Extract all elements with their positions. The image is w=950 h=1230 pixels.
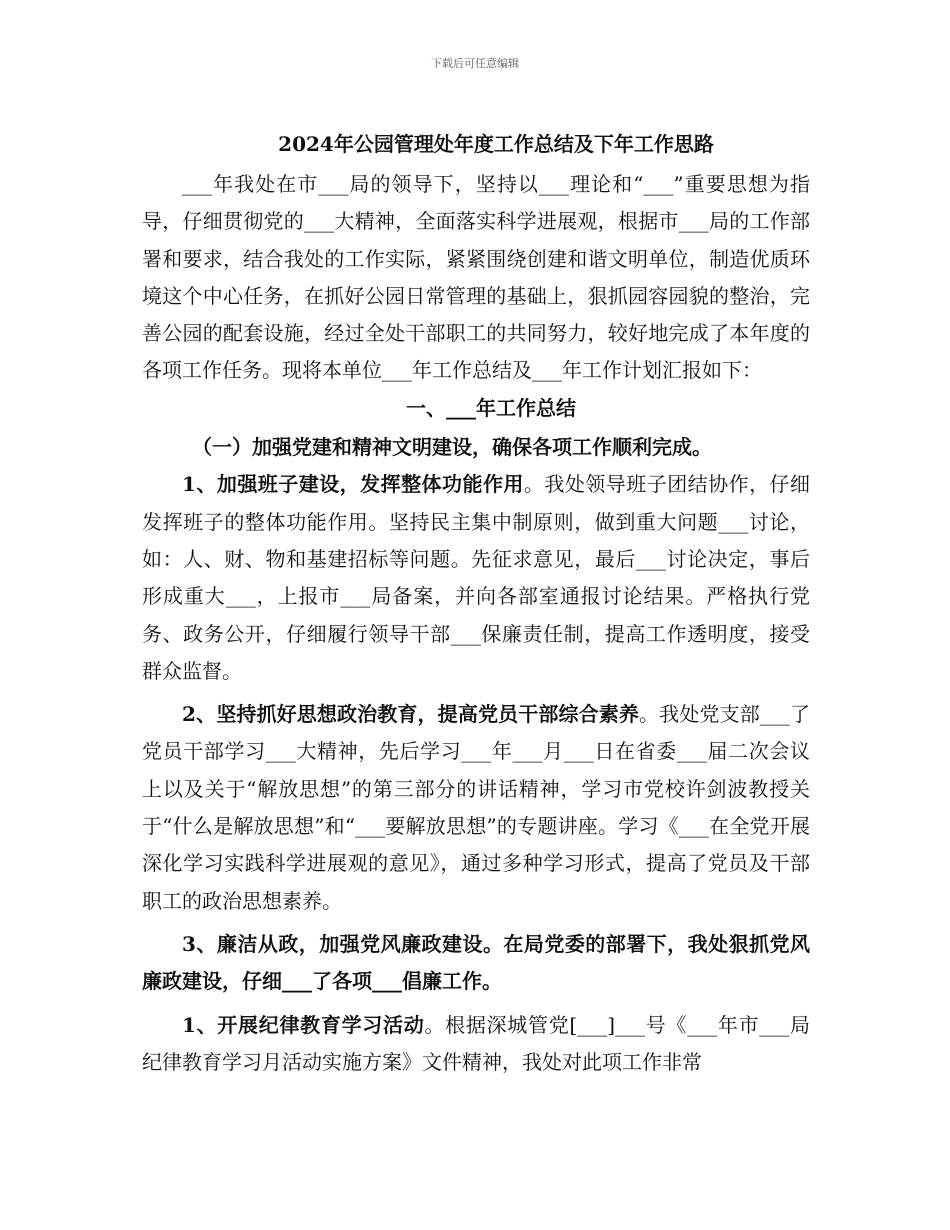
item-3-paragraph: 3、廉洁从政，加强党风廉政建设。在局党委的部署下，我处狠抓党风廉政建设，仔细___了各项___倡廉工作。 (142, 931, 810, 994)
document-title: 2024年公园管理处年度工作总结及下年工作思路 (278, 132, 714, 156)
item-3-1-paragraph (142, 1007, 810, 1082)
item-2-paragraph (142, 696, 810, 920)
header-note: 下载后可任意编辑 (431, 57, 519, 70)
section-heading: 一、___年工作总结 (406, 395, 576, 420)
item-2-lead: 2、坚持抓好思想政治教育，提高党员干部综合素养 (182, 702, 640, 727)
item-1-text: 。我处领导班子团结协作，仔细发挥班子的整体功能作用。坚持民主集中制原则，做到重大问题___讨论，如：人、财、物和基建招标等问题。先征求意见，最后___讨论决定，事后形成重大___，上报市___局备案，并向各部室通报讨论结果。严格执行党务、政务公开，仔细履行领导干部___保廉责任制，提高工作透明度，接受群众监督。 (142, 472, 811, 683)
item-1-lead: 1、加强班子建设，发挥整体功能作用 (182, 472, 524, 497)
document-page (142, 128, 810, 1081)
item-3-1-lead: 1、开展纪律教育学习活动 (182, 1012, 425, 1037)
item-2-text: 。我处党支部___了党员干部学习___大精神，先后学习___年___月___日在省委___届二次会议上以及关于“解放思想”的第三部分的讲话精神，学习市党校许剑波教授关于“什么是解放思想”和“___要解放思想”的专题讲座。学习《___在全党开展深化学习实践科学进展观的意见》，通过多种学习形式，提高了党员及干部职工的政治思想素养。 (142, 702, 810, 913)
subsection-heading: （一）加强党建和精神文明建设，确保各项工作顺利完成。 (192, 435, 712, 460)
item-1-paragraph (142, 466, 810, 690)
item-3-1-text: 。根据深城管党[___]___号《___年市___局纪律教育学习月活动实施方案》文件精神，我处对此项工作非常 (142, 1012, 811, 1074)
intro-paragraph: ___年我处在市___局的领导下，坚持以___理论和“___”重要思想为指导，仔细贯彻党的___大精神，全面落实科学进展观，根据市___局的工作部署和要求，结合我处的工作实际，紧紧围绕创建和谐文明单位，制造优质环境这个中心任务，在抓好公园日常管理的基础上，狠抓园容园貌的整治，完善公园的配套设施，经过全处干部职工的共同努力，较好地完成了本年度的各项工作任务。现将本单位___年工作总结及___年工作计划汇报如下： (142, 172, 810, 383)
